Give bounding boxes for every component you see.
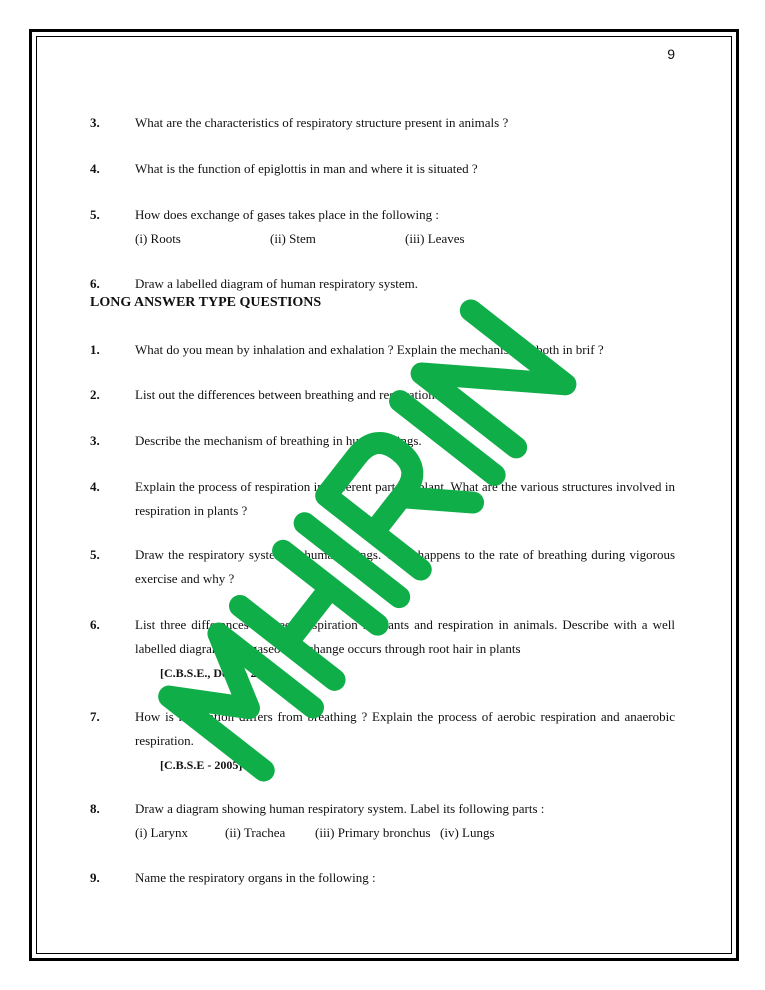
- question-text: Draw a diagram showing human respiratory system. Label its following parts :: [135, 801, 545, 816]
- question-item: [90, 429, 675, 453]
- question-text: Describe the mechanism of breathing in human beings.: [135, 433, 422, 448]
- question-number: 6.: [90, 617, 100, 632]
- question-item: [90, 797, 675, 845]
- option-label: (i) Larynx: [135, 825, 189, 840]
- option-label: (ii) Trachea: [225, 825, 286, 840]
- question-number: 2.: [90, 387, 100, 402]
- question-item: [90, 203, 675, 251]
- question-text: What do you mean by inhalation and exhalation ? Explain the mechanism of both in brif ?: [135, 342, 604, 357]
- option-label: (ii) Stem: [270, 231, 316, 246]
- question-number: 8.: [90, 801, 100, 816]
- question-item: [90, 383, 675, 407]
- question-text: How does exchange of gases takes place in the following :: [135, 207, 439, 222]
- question-item: [90, 338, 675, 362]
- question-text: Draw the respiratory system of human beings. What happens to the rate of breathing during vigorous exercise and why ?: [135, 547, 675, 586]
- options-row: [135, 227, 675, 251]
- question-number: 4.: [90, 161, 100, 176]
- question-item: [90, 866, 675, 890]
- question-item: [90, 613, 675, 685]
- question-item: [90, 157, 675, 181]
- exam-reference: [C.B.S.E - 2005]: [160, 758, 243, 772]
- question-number: 3.: [90, 115, 100, 130]
- question-text: Explain the process of respiration in different parts of plant. What are the various structures involved in respiration in plants ?: [135, 479, 675, 518]
- question-text: Name the respiratory organs in the following :: [135, 870, 376, 885]
- question-number: 5.: [90, 547, 100, 562]
- exam-reference: [C.B.S.E., Delhi - 2005]: [160, 666, 279, 680]
- question-number: 5.: [90, 207, 100, 222]
- question-item: [90, 543, 675, 591]
- question-number: 7.: [90, 709, 100, 724]
- question-item: [90, 475, 675, 523]
- question-item: [90, 705, 675, 777]
- section-heading: LONG ANSWER TYPE QUESTIONS: [90, 295, 322, 310]
- question-text: What is the function of epiglottis in man and where it is situated ?: [135, 161, 478, 176]
- question-text: How is respiration differs from breathing ? Explain the process of aerobic respiration and anaerobic respiration.: [135, 709, 675, 748]
- option-label: (iv) Lungs: [440, 825, 495, 840]
- question-text: Draw a labelled diagram of human respiratory system.: [135, 276, 419, 291]
- option-label: (i) Roots: [135, 231, 181, 246]
- question-number: 1.: [90, 342, 100, 357]
- option-label: (iii) Primary bronchus: [315, 825, 431, 840]
- question-text: List three differences between respiration in plants and respiration in animals. Describe with a well labelled diagram how gaseous exchange occurs through root hair in plants: [135, 617, 675, 656]
- question-item: [90, 272, 675, 296]
- question-text: What are the characteristics of respiratory structure present in animals ?: [135, 115, 509, 130]
- page-number: 9: [667, 46, 675, 62]
- question-text: List out the differences between breathing and respiration.: [135, 387, 438, 402]
- question-number: 6.: [90, 276, 100, 291]
- options-row: [135, 821, 675, 845]
- question-number: 4.: [90, 479, 100, 494]
- question-item: [90, 111, 675, 135]
- question-number: 9.: [90, 870, 100, 885]
- option-label: (iii) Leaves: [405, 231, 465, 246]
- question-number: 3.: [90, 433, 100, 448]
